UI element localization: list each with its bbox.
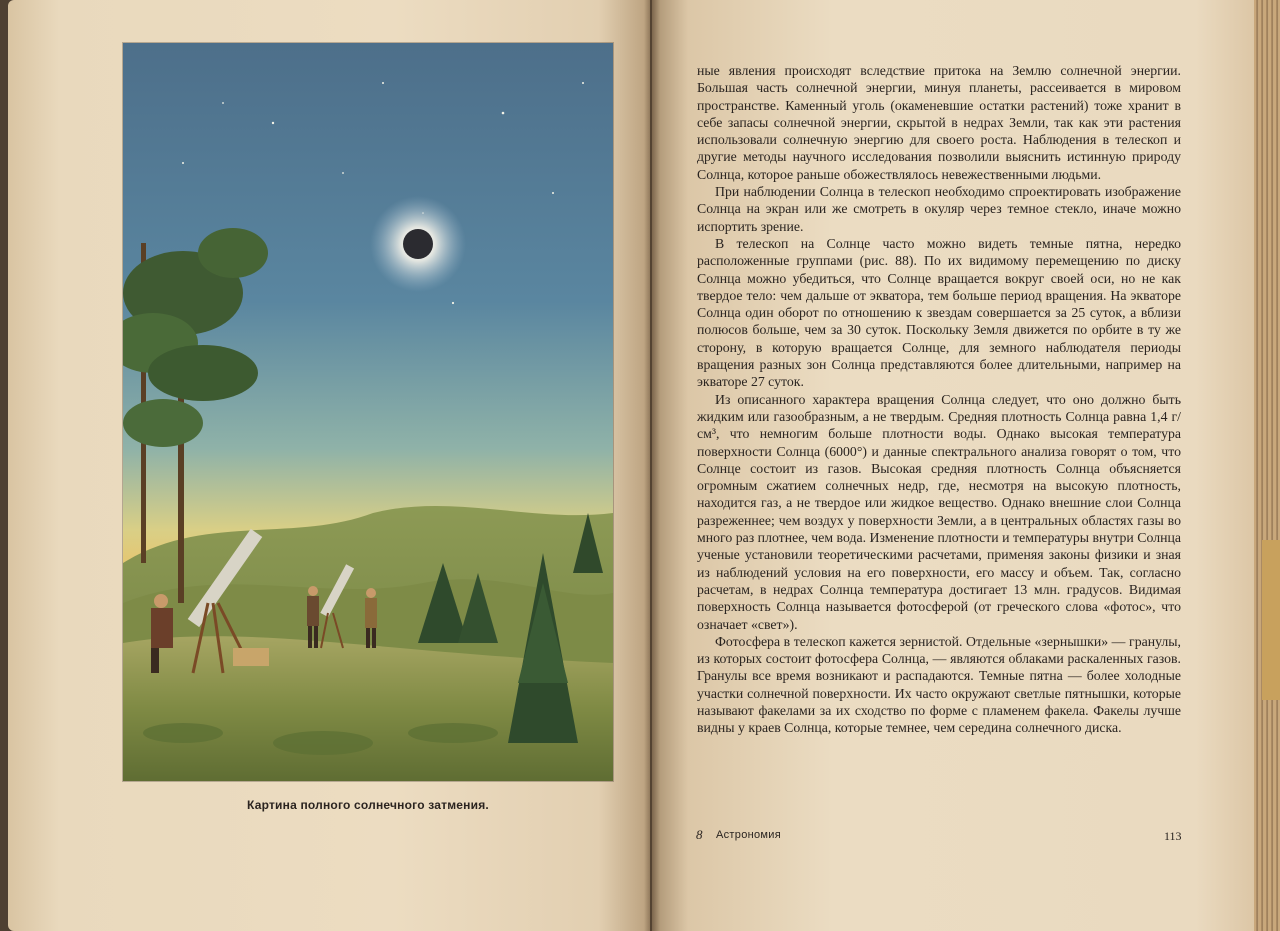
signature-number: 8 [696,827,703,842]
paragraph: При наблюдении Солнца в телескоп необходимо спроектировать изображение Солнца на экран или же смотреть в окуляр через темное стекло, иначе можно испортить зрение. [697,184,1181,234]
paragraph: Из описанного характера вращения Солнца следует, что оно должно быть жидким или газообразным, а не твердым. Средняя плотность Солнца равна 1,4 г/см³, что немногим больше плотности воды. Однако высокая температура поверхности Солнца (6000°) и данные спектрального анализа говорят о том, что Солнце состоит из газов. Высокая средняя плотность Солнца объясняется огромным сжатием солнечных недр, где, несмотря на высокую плотность, находится газ, а не твердое или жидкое вещество. Однако внешние слои Солнца разреженнее; чем воздух у поверхности Земли, а в центральных областях газы во много раз плотнее, чем вода. Изменение плотности и температуры внутри Солнца ученые установили теоретическими расчетами, применяя законы физики и зная из наблюдений условия на его поверхности, его массу и объем. Так, согласно расчетам, в недрах Солнца температура достигает 13 млн. градусов. Видимая поверхность Солнца называется фотосферой (от греческого слова «фотос», что означает «свет»). [697,391,1181,632]
body-text [697,62,1181,737]
paragraph: В телескоп на Солнце часто можно видеть темные пятна, нередко расположенные группами (рис. 88). По их видимому перемещению по диску Солнца можно убедиться, что Солнце вращается вокруг своей оси, но не как твердое тело: чем дальше от экватора, тем больше период вращения. На экваторе Солнца один оборот по отношению к звездам совершается за 25 суток, а вблизи полюсов больше, чем за 30 суток. Поскольку Земля движется по орбите в ту же сторону, в которую вращается Солнце, для земного наблюдателя периоды вращения разных зон Солнца представляются более длительными, например на экваторе 27 суток. [697,235,1181,390]
paragraph: Фотосфера в телескоп кажется зернистой. Отдельные «зернышки» — гранулы, из которых состоит фотосфера Солнца, — являются облаками раскаленных газов. Гранулы все время возникают и распадаются. Темные пятна — более холодные участки солнечной поверхности. Их часто окружают светлые пятнышки, которые называют факелами за их сходство по форме с пламенем факела. Факелы лучше видны у краев Солнца, которые темнее, чем середина солнечного диска. [697,633,1181,736]
book-gutter [644,0,660,931]
paragraph: ные явления происходят вследствие притока на Землю солнечной энергии. Большая часть солнечной энергии, минуя планеты, рассеивается в мировом пространстве. Каменный уголь (окаменевшие остатки растений) тоже хранит в себе запасы солнечной энергии, скрытой в недрах Земли, так как эти растения использовали солнечную энергию для своего роста. Наблюдения в телескоп и другие методы научного исследования позволили выяснить истинную природу Солнца, которое раньше обожествлялось невежественными людьми. [697,63,1181,182]
eclipsed-sun [370,196,466,292]
signature-title: Астрономия [716,829,781,841]
bookmark-tab [1262,540,1280,700]
wooden-box [233,648,269,666]
eclipse-illustration [123,43,613,781]
figure-caption: Картина полного солнечного затмения. [247,798,489,812]
page-number: 113 [1164,829,1182,843]
page-edges [1254,0,1280,931]
